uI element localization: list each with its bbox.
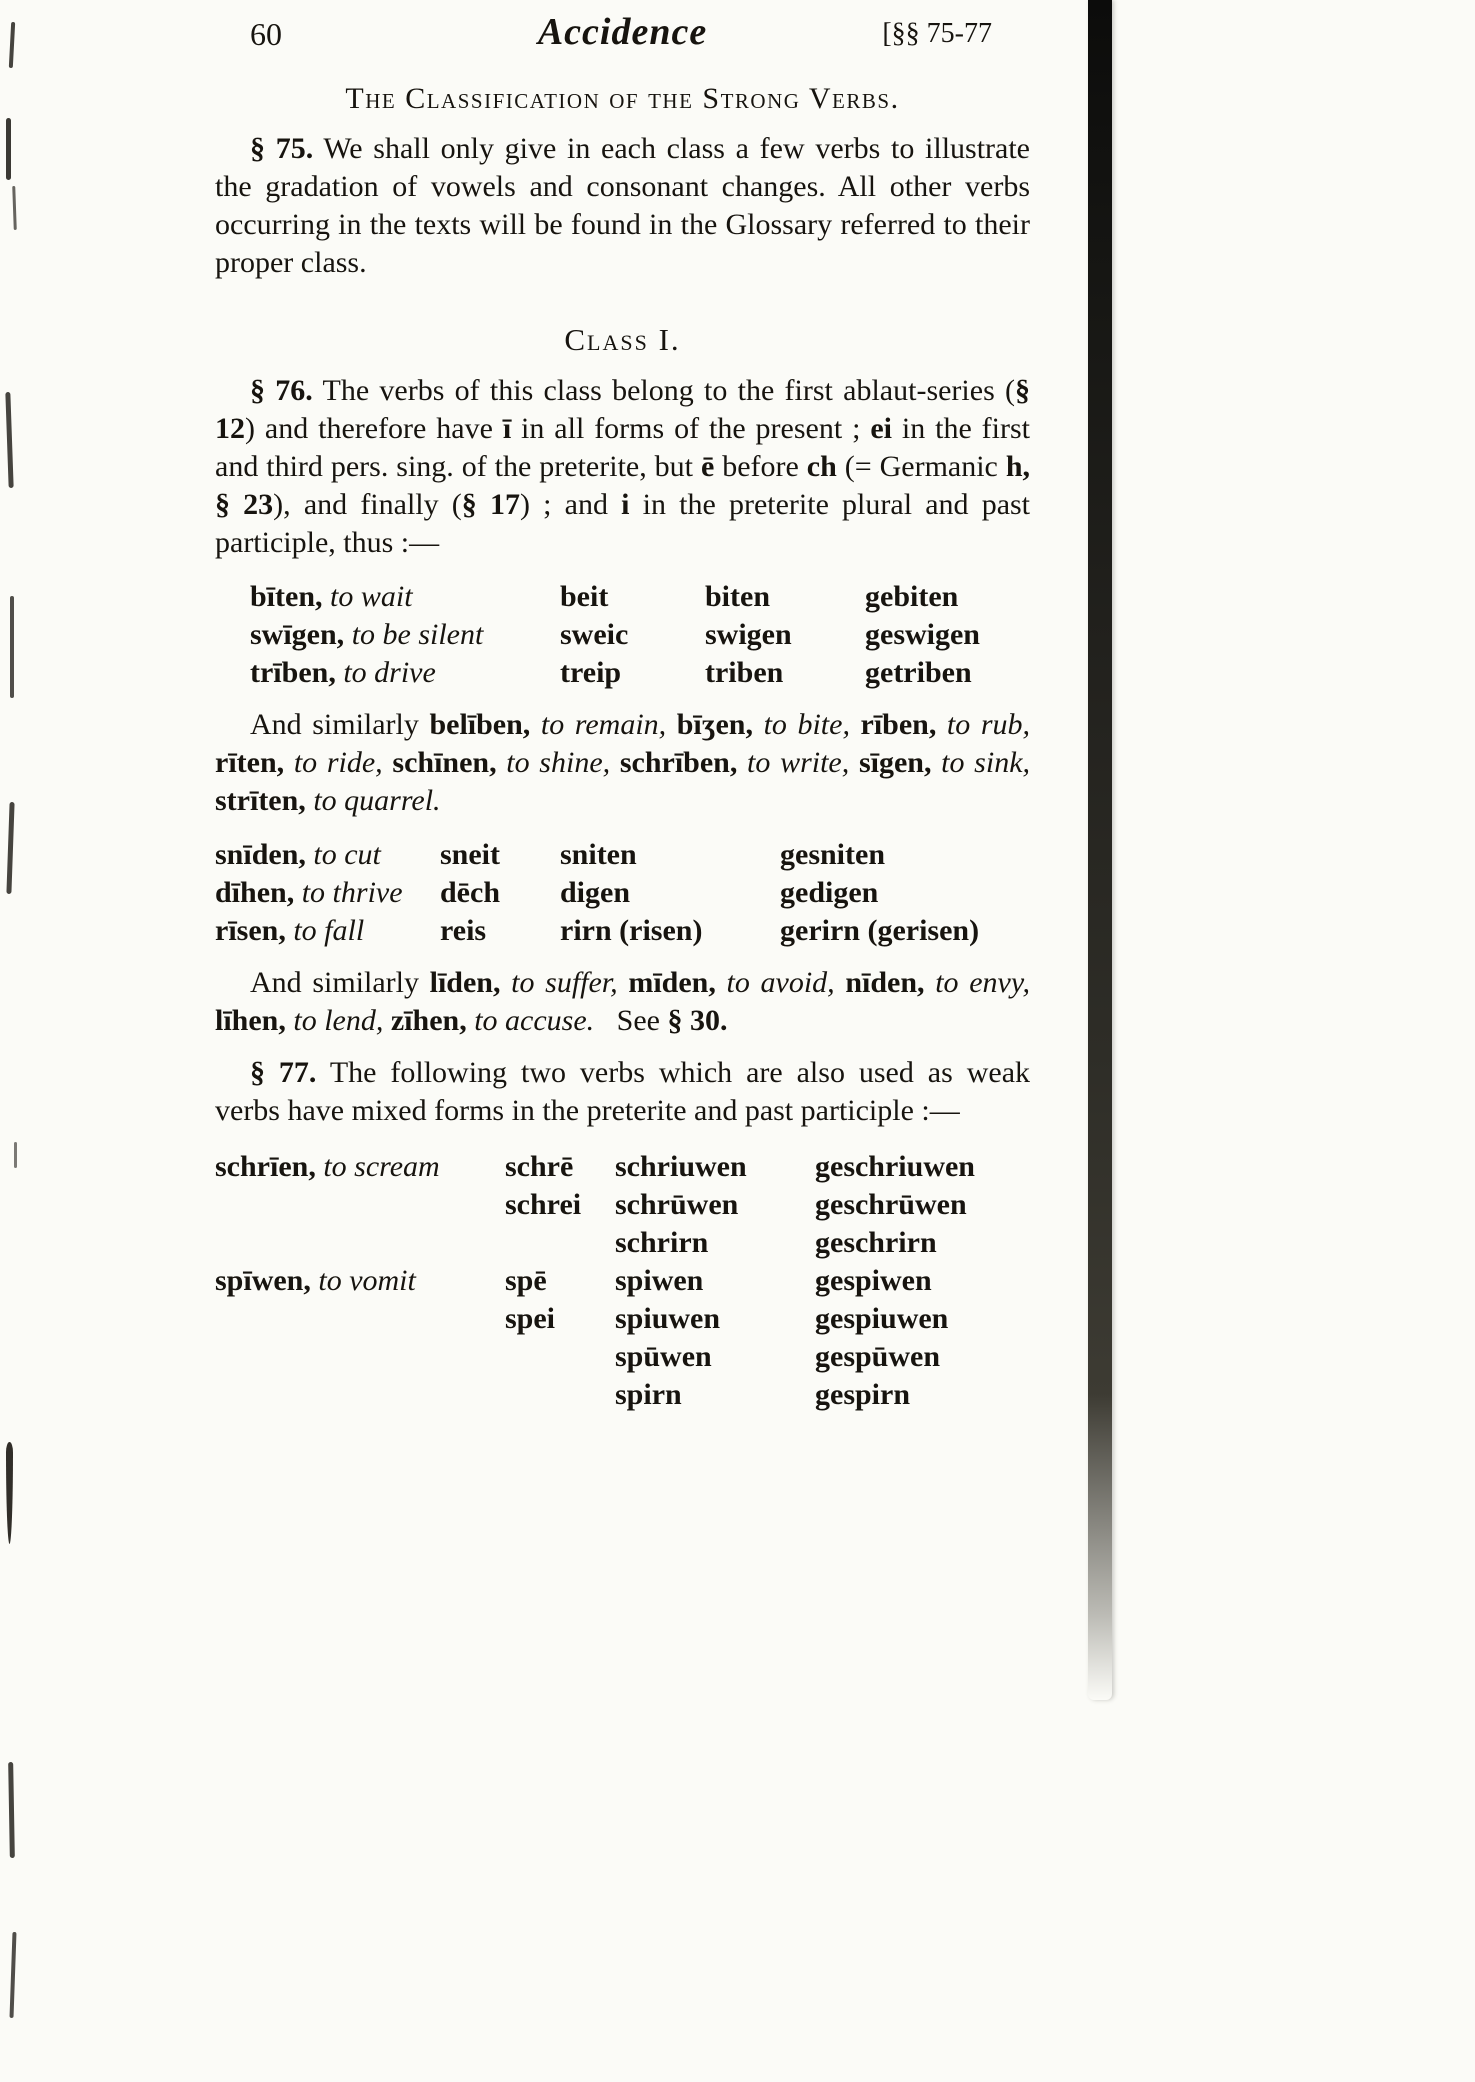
text-run: swigen <box>705 618 792 651</box>
text-run: And similarly <box>250 708 430 741</box>
ink-mark <box>8 1762 15 1858</box>
text-run: triben <box>705 656 784 689</box>
page-content <box>215 10 1030 1414</box>
text-run: gedigen <box>780 876 879 909</box>
verb-table-cell <box>505 1148 615 1186</box>
text-run: spei <box>505 1302 556 1335</box>
text-run: § 77. <box>250 1056 317 1089</box>
text-run: to avoid, <box>715 966 835 999</box>
text-run: schrīen, <box>215 1150 316 1183</box>
text-run: in the first and third pers. sing. of the preterite, but <box>215 412 1030 483</box>
verb-table-row <box>215 1376 1030 1414</box>
verb-table-cell <box>215 1186 505 1224</box>
verb-table-cell <box>865 616 980 654</box>
text-run: snīden, <box>215 838 306 871</box>
text-run <box>850 708 861 741</box>
text-run: § 17 <box>461 488 520 521</box>
ink-mark <box>14 1142 17 1168</box>
text-run: in all forms of the present ; <box>511 412 871 445</box>
verb-table-cell <box>705 578 865 616</box>
verb-table-cell <box>505 1186 615 1224</box>
text-run: schrē <box>505 1150 574 1183</box>
verb-table-cell <box>705 616 865 654</box>
text-run: gespiwen <box>815 1264 932 1297</box>
verb-table-cell <box>440 912 560 950</box>
text-run: līden, <box>429 966 501 999</box>
text-run: gerirn (gerisen) <box>780 914 980 947</box>
text-run: gespirn <box>815 1378 911 1411</box>
verb-table-cell <box>560 654 705 692</box>
verb-table-cell <box>815 1376 910 1414</box>
text-run: to suffer, <box>500 966 618 999</box>
text-run: schīnen, <box>392 746 497 779</box>
verb-table-cell <box>815 1148 975 1186</box>
text-run: to envy, <box>924 966 1031 999</box>
verb-table-row <box>215 1262 1030 1300</box>
verb-table-row <box>215 1224 1030 1262</box>
verb-table-cell <box>615 1338 815 1376</box>
verb-table-mixed-forms <box>215 1148 1030 1414</box>
verb-table-cell <box>560 836 780 874</box>
text-run <box>666 708 677 741</box>
paragraph-section-75 <box>215 130 1030 282</box>
text-run: to scream <box>315 1150 440 1183</box>
text-run: to fall <box>285 914 365 947</box>
text-run: rīten, <box>215 746 285 779</box>
text-run: beit <box>560 580 609 613</box>
verb-table-row <box>215 1186 1030 1224</box>
verb-table-cell <box>215 912 440 950</box>
verb-table-cell <box>615 1376 815 1414</box>
verb-table-class1-b <box>215 836 1030 950</box>
text-run: The verbs of this class belong to the first ablaut-series ( <box>312 374 1016 407</box>
text-run: to bite, <box>753 708 850 741</box>
verb-table-cell <box>440 836 560 874</box>
text-run: to shine, <box>496 746 611 779</box>
text-run: h, § 23 <box>215 450 1031 521</box>
verb-table-row <box>215 874 1030 912</box>
text-run: nīden, <box>845 966 925 999</box>
text-run: sīgen, <box>858 746 932 779</box>
ink-mark <box>10 596 14 698</box>
verb-table-cell <box>215 1148 505 1186</box>
verb-table-cell <box>215 1224 505 1262</box>
verb-table-cell <box>505 1376 615 1414</box>
verb-table-cell <box>505 1300 615 1338</box>
text-run: rīben, <box>860 708 937 741</box>
text-run: dēch <box>440 876 500 909</box>
text-run: dīhen, <box>215 876 295 909</box>
text-run: ei <box>870 412 892 445</box>
text-run: ) and therefore have <box>245 412 503 445</box>
class-i-heading: Class I. <box>564 322 681 357</box>
text-run: in the preterite plural and past participle, thus :— <box>215 488 1031 559</box>
verb-table-row <box>215 1338 1030 1376</box>
text-run <box>383 746 393 779</box>
text-run <box>383 1004 391 1037</box>
verb-table-cell <box>615 1262 815 1300</box>
text-run: digen <box>560 876 631 909</box>
verb-table-row <box>215 836 1030 874</box>
ink-mark <box>12 186 17 230</box>
verb-table-cell <box>215 1338 505 1376</box>
text-run: schrei <box>505 1188 582 1221</box>
text-run: belīben, <box>429 708 531 741</box>
verb-table-cell <box>865 654 972 692</box>
running-title: Accidence <box>537 11 708 53</box>
section-range: [§§ 75-77 <box>882 18 992 49</box>
verb-table-cell <box>815 1186 967 1224</box>
running-header <box>215 10 1030 62</box>
text-run: § 12 <box>215 374 1031 445</box>
paragraph-similar-verbs-2 <box>215 964 1030 1040</box>
text-run: līhen, <box>215 1004 286 1037</box>
text-run: gespiuwen <box>815 1302 949 1335</box>
verb-table-row <box>250 654 1030 692</box>
text-run: § 30. <box>667 1004 728 1037</box>
paragraph-section-77 <box>215 1054 1030 1130</box>
text-run: schrirn <box>615 1226 709 1259</box>
text-run: getriben <box>865 656 972 689</box>
text-run: reis <box>440 914 487 947</box>
ink-mark <box>5 392 13 488</box>
verb-table-row <box>250 578 1030 616</box>
verb-table-cell <box>505 1224 615 1262</box>
verb-table-cell <box>615 1148 815 1186</box>
verb-table-cell <box>215 1376 505 1414</box>
verb-table-cell <box>215 874 440 912</box>
text-run: rirn (risen) <box>560 914 703 947</box>
text-run: zīhen, <box>390 1004 467 1037</box>
text-run: spiuwen <box>615 1302 721 1335</box>
text-run: to drive <box>335 656 436 689</box>
text-run: swīgen, <box>250 618 345 651</box>
text-run: to thrive <box>294 876 403 909</box>
text-run: before <box>714 450 807 483</box>
verb-table-cell <box>505 1338 615 1376</box>
text-run: spūwen <box>615 1340 712 1373</box>
verb-table-class1-a <box>250 578 1030 692</box>
verb-table-cell <box>815 1338 940 1376</box>
text-run: § 75. <box>250 132 314 165</box>
text-run: sweic <box>560 618 629 651</box>
verb-table-cell <box>865 578 958 616</box>
verb-table-cell <box>250 616 560 654</box>
verb-table-cell <box>705 654 865 692</box>
verb-table-cell <box>560 874 780 912</box>
text-run: sneit <box>440 838 500 871</box>
verb-table-cell <box>250 654 560 692</box>
verb-table-row <box>215 1148 1030 1186</box>
verb-table-cell <box>560 616 705 654</box>
text-run: § 76. <box>250 374 313 407</box>
text-run: geschriuwen <box>815 1150 975 1183</box>
binding-shadow <box>1088 0 1112 1700</box>
text-run: spīwen, <box>215 1264 311 1297</box>
text-run: geschrūwen <box>815 1188 967 1221</box>
verb-table-cell <box>615 1300 815 1338</box>
text-run: spiwen <box>615 1264 704 1297</box>
text-run <box>835 966 846 999</box>
chapter-heading: The Classification of the Strong Verbs. <box>345 82 900 115</box>
ink-mark <box>9 22 15 68</box>
verb-table-cell <box>560 578 705 616</box>
text-run: (= Germanic <box>836 450 1006 483</box>
page-number: 60 <box>250 16 282 52</box>
text-run: to wait <box>322 580 413 613</box>
text-run: And similarly <box>250 966 430 999</box>
verb-table-cell <box>780 836 885 874</box>
text-run: geschrirn <box>815 1226 937 1259</box>
verb-table-cell <box>780 874 878 912</box>
text-run: ī <box>502 412 512 445</box>
text-run: bīten, <box>250 580 323 613</box>
ink-mark <box>6 118 11 180</box>
ink-mark <box>10 1932 17 2018</box>
text-run: schrīben, <box>619 746 738 779</box>
text-run <box>618 966 629 999</box>
text-run: geswigen <box>865 618 980 651</box>
text-run: We shall only give in each class a few verbs to illustrate the gradation of vowels and consonant changes. All other verbs occurring in the texts will be found in the Glossary referred to their proper class. <box>215 132 1030 279</box>
text-run: gesniten <box>780 838 885 871</box>
text-run: ) ; and <box>519 488 622 521</box>
text-run: to vomit <box>310 1264 416 1297</box>
text-run: to sink, <box>931 746 1031 779</box>
text-run: ch <box>806 450 837 483</box>
text-run: See <box>594 1004 668 1037</box>
text-run: i <box>621 488 630 521</box>
verb-table-cell <box>560 912 780 950</box>
text-run: spē <box>505 1264 547 1297</box>
text-run: to be silent <box>344 618 484 651</box>
paragraph-similar-verbs-1 <box>215 706 1030 820</box>
paragraph-section-76 <box>215 372 1030 562</box>
text-run: to ride, <box>284 746 383 779</box>
text-run: mīden, <box>628 966 716 999</box>
ink-mark <box>6 1442 13 1544</box>
text-run: strīten, <box>215 784 306 817</box>
text-run <box>610 746 620 779</box>
text-run: gebiten <box>865 580 959 613</box>
text-run: ), and finally ( <box>273 488 462 521</box>
text-run: spirn <box>615 1378 682 1411</box>
verb-table-cell <box>215 1262 505 1300</box>
ink-mark <box>6 802 14 894</box>
text-run: ē <box>700 450 715 483</box>
text-run: bīʒen, <box>676 708 753 741</box>
text-run: to remain, <box>530 708 667 741</box>
verb-table-cell <box>440 874 560 912</box>
verb-table-cell <box>250 578 560 616</box>
verb-table-cell <box>615 1186 815 1224</box>
text-run: The following two verbs which are also used as weak verbs have mixed forms in the preterite and past participle :— <box>215 1056 1031 1127</box>
text-run: to lend, <box>285 1004 384 1037</box>
verb-table-cell <box>815 1224 937 1262</box>
text-run: schrūwen <box>615 1188 739 1221</box>
text-run: gespūwen <box>815 1340 941 1373</box>
text-run: trīben, <box>250 656 336 689</box>
text-run: sniten <box>560 838 637 871</box>
verb-table-cell <box>505 1262 615 1300</box>
text-run: to accuse. <box>466 1004 595 1037</box>
text-run: biten <box>705 580 771 613</box>
text-run: schriuwen <box>615 1150 747 1183</box>
verb-table-row <box>215 912 1030 950</box>
text-run <box>849 746 859 779</box>
verb-table-cell <box>215 1300 505 1338</box>
verb-table-row <box>250 616 1030 654</box>
text-run: to write, <box>737 746 850 779</box>
verb-table-cell <box>815 1262 932 1300</box>
text-run: to quarrel. <box>305 784 441 817</box>
text-run: rīsen, <box>215 914 286 947</box>
text-run: to cut <box>305 838 381 871</box>
text-run: treip <box>560 656 622 689</box>
verb-table-cell <box>215 836 440 874</box>
verb-table-row <box>215 1300 1030 1338</box>
text-run: to rub, <box>936 708 1030 741</box>
verb-table-cell <box>815 1300 948 1338</box>
verb-table-cell <box>780 912 979 950</box>
verb-table-cell <box>615 1224 815 1262</box>
